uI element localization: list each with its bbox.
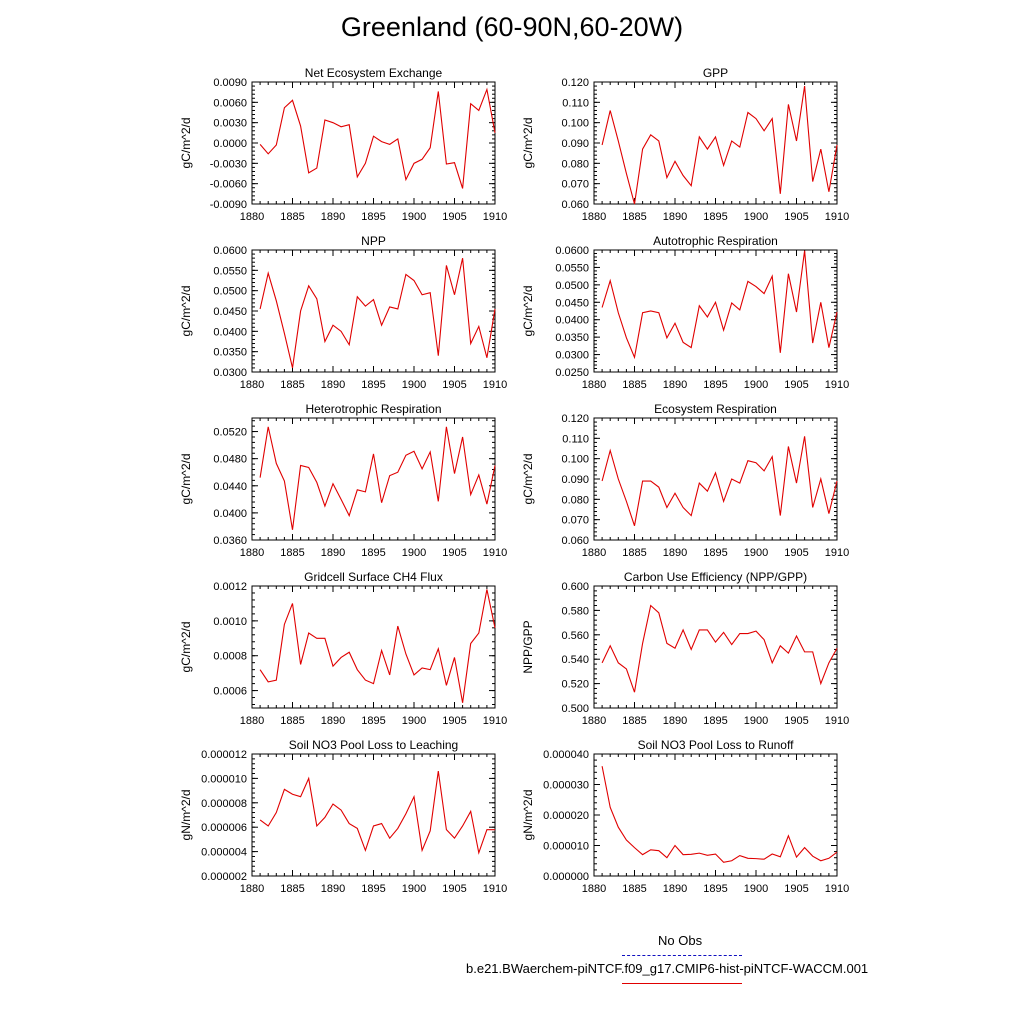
y-tick-label: 0.090 <box>561 474 589 486</box>
y-tick-label: 0.0400 <box>555 314 589 327</box>
x-tick-label: 1905 <box>442 379 467 391</box>
x-tick-label: 1905 <box>784 211 809 223</box>
y-tick-label: 0.580 <box>561 605 589 618</box>
series-line <box>602 251 837 358</box>
y-tick-label: 0.000010 <box>543 840 589 853</box>
x-tick-label: 1910 <box>824 547 850 559</box>
x-tick-label: 1900 <box>743 547 769 559</box>
series-line <box>602 606 837 693</box>
x-tick-label: 1880 <box>239 883 265 895</box>
x-tick-label: 1880 <box>239 211 265 223</box>
y-tick-label: -0.0030 <box>209 158 247 171</box>
x-tick-label: 1900 <box>743 379 769 391</box>
chart-title: Net Ecosystem Exchange <box>304 66 443 80</box>
x-tick-label: 1905 <box>442 211 467 223</box>
series-line <box>602 766 837 862</box>
y-tick-label: 0.080 <box>561 158 589 171</box>
x-tick-label: 1900 <box>743 883 769 895</box>
x-tick-label: 1905 <box>442 547 467 559</box>
x-tick-label: 1910 <box>824 715 850 727</box>
legend-line-no-obs <box>622 955 742 956</box>
series-line <box>260 771 495 853</box>
x-tick-label: 1900 <box>401 715 427 727</box>
y-tick-label: 0.0360 <box>213 535 247 547</box>
y-tick-label: 0.0090 <box>213 77 247 89</box>
y-axis-label: gC/m^2/d <box>179 117 193 169</box>
x-tick-label: 1910 <box>482 715 508 727</box>
x-tick-label: 1895 <box>703 715 728 727</box>
y-tick-label: 0.600 <box>561 581 589 593</box>
chart-panel-9 <box>179 738 507 895</box>
chart-title: Soil NO3 Pool Loss to Runoff <box>637 738 794 752</box>
x-tick-label: 1910 <box>824 211 850 223</box>
x-tick-label: 1885 <box>280 883 305 895</box>
x-tick-label: 1900 <box>743 211 769 223</box>
y-tick-label: -0.0090 <box>209 199 247 211</box>
chart-title: Ecosystem Respiration <box>654 402 777 416</box>
y-axis-label: gN/m^2/d <box>179 789 193 841</box>
x-tick-label: 1900 <box>401 379 427 391</box>
x-tick-label: 1890 <box>320 379 346 391</box>
plot-frame <box>252 586 495 708</box>
x-tick-label: 1880 <box>581 883 607 895</box>
x-tick-label: 1885 <box>280 715 305 727</box>
y-tick-label: 0.000020 <box>543 810 589 822</box>
x-tick-label: 1890 <box>320 883 346 895</box>
x-tick-label: 1895 <box>703 211 728 223</box>
y-tick-label: 0.0440 <box>213 480 247 493</box>
x-tick-label: 1890 <box>320 547 346 559</box>
x-tick-label: 1895 <box>703 883 728 895</box>
y-tick-label: 0.0600 <box>555 245 589 257</box>
x-tick-label: 1880 <box>239 715 265 727</box>
y-tick-label: 0.500 <box>561 703 589 715</box>
x-tick-label: 1910 <box>482 547 508 559</box>
y-tick-label: 0.000030 <box>543 779 589 792</box>
plot-frame <box>252 754 495 876</box>
chart-title: NPP <box>361 234 386 248</box>
plot-frame <box>594 250 837 372</box>
plot-frame <box>252 250 495 372</box>
x-tick-label: 1905 <box>784 883 809 895</box>
x-tick-label: 1905 <box>442 715 467 727</box>
legend-label-case: b.e21.BWaerchem-piNTCF.f09_g17.CMIP6-hist-piNTCF-WACCM.001 <box>466 961 869 976</box>
y-tick-label: 0.070 <box>561 178 589 191</box>
x-tick-label: 1895 <box>361 547 386 559</box>
y-tick-label: 0.070 <box>561 514 589 527</box>
x-tick-label: 1890 <box>662 379 688 391</box>
y-tick-label: 0.0350 <box>555 332 589 345</box>
chart-title: Soil NO3 Pool Loss to Leaching <box>288 738 459 752</box>
x-tick-label: 1890 <box>662 547 688 559</box>
y-tick-label: 0.000010 <box>201 773 247 786</box>
chart-title: Gridcell Surface CH4 Flux <box>304 570 443 584</box>
x-tick-label: 1890 <box>662 715 688 727</box>
y-tick-label: 0.000040 <box>543 749 589 761</box>
y-tick-label: 0.0008 <box>213 650 247 663</box>
y-tick-label: 0.080 <box>561 494 589 507</box>
y-tick-label: 0.0500 <box>213 285 247 298</box>
x-tick-label: 1910 <box>482 211 508 223</box>
x-tick-label: 1910 <box>824 883 850 895</box>
x-tick-label: 1880 <box>581 547 607 559</box>
y-tick-label: 0.000008 <box>201 797 247 810</box>
chart-panel-5 <box>179 402 507 559</box>
chart-panel-2 <box>521 66 849 223</box>
x-tick-label: 1880 <box>581 715 607 727</box>
y-tick-label: 0.110 <box>562 433 589 446</box>
x-tick-label: 1910 <box>482 379 508 391</box>
y-tick-label: 0.060 <box>561 535 589 547</box>
y-axis-label: gC/m^2/d <box>179 453 193 505</box>
y-tick-label: 0.0550 <box>555 262 589 275</box>
x-tick-label: 1910 <box>482 883 508 895</box>
y-tick-label: 0.120 <box>561 413 589 425</box>
y-axis-label: gC/m^2/d <box>179 285 193 337</box>
series-line <box>260 427 495 530</box>
series-line <box>260 258 495 368</box>
series-line <box>602 436 837 525</box>
plot-frame <box>594 418 837 540</box>
y-tick-label: 0.0550 <box>213 265 247 278</box>
x-tick-label: 1880 <box>581 379 607 391</box>
plot-frame <box>252 418 495 540</box>
y-tick-label: 0.560 <box>561 629 589 642</box>
x-tick-label: 1895 <box>361 211 386 223</box>
y-tick-label: 0.0060 <box>213 97 247 110</box>
plot-frame <box>594 82 837 204</box>
x-tick-label: 1895 <box>361 715 386 727</box>
x-tick-label: 1900 <box>401 547 427 559</box>
chart-panel-8 <box>521 570 849 727</box>
y-tick-label: 0.110 <box>562 97 589 110</box>
x-tick-label: 1905 <box>442 883 467 895</box>
legend-line-case <box>622 983 742 984</box>
chart-title: Autotrophic Respiration <box>653 234 778 248</box>
y-tick-label: 0.0300 <box>555 349 589 362</box>
x-tick-label: 1890 <box>662 883 688 895</box>
y-tick-label: 0.000002 <box>201 871 247 883</box>
x-tick-label: 1905 <box>784 547 809 559</box>
chart-panel-4 <box>521 234 849 391</box>
plot-frame <box>594 586 837 708</box>
y-tick-label: 0.540 <box>561 654 589 667</box>
y-tick-label: 0.0400 <box>213 326 247 339</box>
plot-frame <box>594 754 837 876</box>
x-tick-label: 1895 <box>361 883 386 895</box>
y-tick-label: 0.0400 <box>213 507 247 520</box>
x-tick-label: 1885 <box>280 379 305 391</box>
x-tick-label: 1905 <box>784 715 809 727</box>
x-tick-label: 1885 <box>622 547 647 559</box>
chart-panel-10 <box>521 738 849 895</box>
y-tick-label: 0.520 <box>561 678 589 691</box>
y-axis-label: gC/m^2/d <box>179 621 193 673</box>
y-tick-label: 0.0300 <box>213 367 247 379</box>
y-tick-label: 0.120 <box>561 77 589 89</box>
x-tick-label: 1900 <box>401 883 427 895</box>
y-tick-label: 0.060 <box>561 199 589 211</box>
series-line <box>602 86 837 204</box>
y-axis-label: gC/m^2/d <box>521 453 535 505</box>
chart-title: Carbon Use Efficiency (NPP/GPP) <box>623 570 808 584</box>
y-axis-label: gC/m^2/d <box>521 117 535 169</box>
x-tick-label: 1905 <box>784 379 809 391</box>
y-tick-label: 0.0500 <box>555 279 589 292</box>
x-tick-label: 1895 <box>361 379 386 391</box>
x-tick-label: 1900 <box>743 715 769 727</box>
y-tick-label: 0.000000 <box>543 871 589 883</box>
y-tick-label: 0.0520 <box>213 426 247 439</box>
chart-panel-6 <box>521 402 849 559</box>
y-tick-label: 0.0250 <box>555 367 589 379</box>
y-tick-label: 0.0480 <box>213 453 247 466</box>
y-tick-label: 0.0600 <box>213 245 247 257</box>
y-tick-label: 0.000004 <box>201 846 247 859</box>
y-tick-label: 0.090 <box>561 138 589 150</box>
x-tick-label: 1880 <box>239 379 265 391</box>
chart-title: Heterotrophic Respiration <box>305 402 442 416</box>
x-tick-label: 1890 <box>662 211 688 223</box>
series-line <box>260 589 495 702</box>
y-tick-label: 0.100 <box>561 117 589 130</box>
chart-panel-1 <box>179 66 507 223</box>
y-tick-label: 0.0010 <box>213 615 247 628</box>
chart-title: GPP <box>702 66 729 80</box>
x-tick-label: 1885 <box>280 547 305 559</box>
x-tick-label: 1885 <box>622 715 647 727</box>
series-line <box>260 89 495 188</box>
x-tick-label: 1885 <box>280 211 305 223</box>
y-axis-label: NPP/GPP <box>521 620 535 674</box>
x-tick-label: 1890 <box>320 715 346 727</box>
x-tick-label: 1895 <box>703 379 728 391</box>
x-tick-label: 1910 <box>824 379 850 391</box>
y-tick-label: 0.100 <box>561 453 589 466</box>
y-tick-label: -0.0060 <box>209 178 247 191</box>
y-tick-label: 0.0030 <box>213 117 247 130</box>
y-axis-label: gN/m^2/d <box>521 789 535 841</box>
x-tick-label: 1895 <box>703 547 728 559</box>
legend-label-no-obs: No Obs <box>658 933 703 948</box>
plot-frame <box>252 82 495 204</box>
x-tick-label: 1880 <box>239 547 265 559</box>
y-tick-label: 0.0450 <box>555 297 589 310</box>
chart-panel-7 <box>179 570 507 727</box>
x-tick-label: 1885 <box>622 211 647 223</box>
chart-panel-3 <box>179 234 507 391</box>
x-tick-label: 1885 <box>622 883 647 895</box>
y-tick-label: 0.0006 <box>213 685 247 698</box>
x-tick-label: 1900 <box>401 211 427 223</box>
y-tick-label: 0.0450 <box>213 306 247 318</box>
y-tick-label: 0.0000 <box>213 138 247 150</box>
x-tick-label: 1885 <box>622 379 647 391</box>
x-tick-label: 1890 <box>320 211 346 223</box>
y-tick-label: 0.0012 <box>213 581 247 593</box>
y-tick-label: 0.0350 <box>213 346 247 359</box>
y-tick-label: 0.000006 <box>201 822 247 835</box>
y-tick-label: 0.000012 <box>201 749 247 761</box>
y-axis-label: gC/m^2/d <box>521 285 535 337</box>
page-title: Greenland (60-90N,60-20W) <box>340 12 684 42</box>
x-tick-label: 1880 <box>581 211 607 223</box>
